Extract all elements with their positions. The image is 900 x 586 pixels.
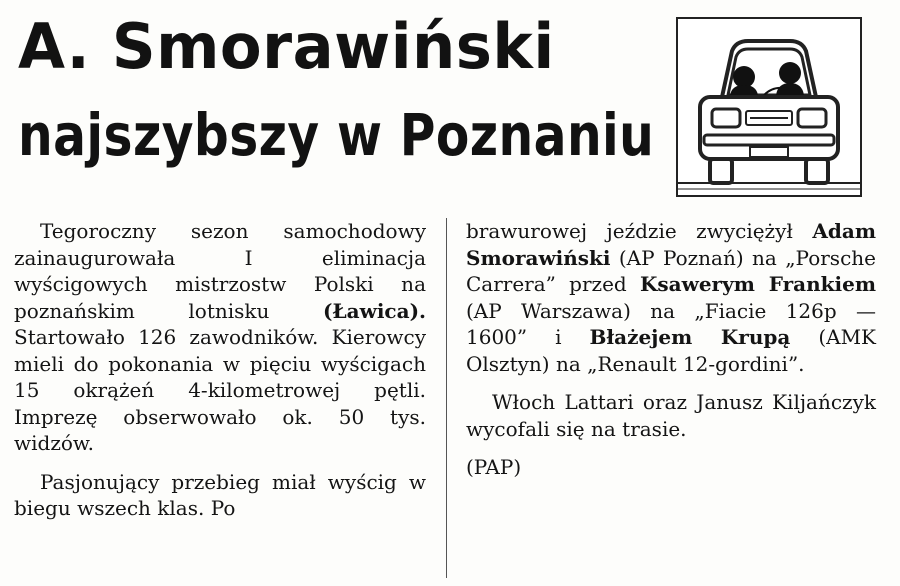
paragraph-text: (AP Warszawa) na „Fiacie 126p — 1600” i <box>466 298 876 349</box>
headline-line-2: najszybszy w Poznaniu <box>18 101 655 169</box>
paragraph-season-opening <box>14 218 426 457</box>
agency-signature: (PAP) <box>466 455 522 479</box>
headline-line-1: A. Smorawiński <box>18 10 555 83</box>
winner-name: Adam Smorawiński <box>466 219 876 270</box>
article-column-right <box>466 218 876 481</box>
paragraph-text: Tegoroczny sezon samochodowy zainaugurowała I eliminacja wyścigowych mistrzostw Polski na poznańskim lotnisku <box>14 219 426 323</box>
article-column-left <box>14 218 426 522</box>
paragraph-text: (AMK Olsztyn) na „Renault 12-gordini”. <box>466 325 876 376</box>
car-front-with-two-drivers-icon <box>678 19 860 195</box>
third-place-name: Błażejem Krupą <box>589 325 791 349</box>
paragraph-text: (AP Poznań) na „Porsche Carrera” przed <box>466 245 876 296</box>
venue-name: (Ławica). <box>323 298 426 323</box>
paragraph-withdrawals: Włoch Lattari oraz Janusz Kiljańczyk wycofali się na trasie. <box>466 390 876 441</box>
paragraph-text: brawurowej jeździe zwyciężył <box>466 219 813 243</box>
column-divider <box>446 218 447 578</box>
second-place-name: Ksawerym Frankiem <box>640 272 876 296</box>
paragraph-race-results <box>466 218 876 377</box>
paragraph-text: Startowało 126 zawodników. Kierowcy mieli do pokonania w pięciu wyścigach 15 okrążeń 4-kilometrowej pętli. Imprezę obserwowało ok. 50 tys. widzów. <box>14 325 426 455</box>
headline <box>18 10 678 172</box>
car-illustration <box>676 17 862 197</box>
paragraph-race-intro: Pasjonujący przebieg miał wyścig w biegu wszech klas. Po <box>14 469 426 520</box>
